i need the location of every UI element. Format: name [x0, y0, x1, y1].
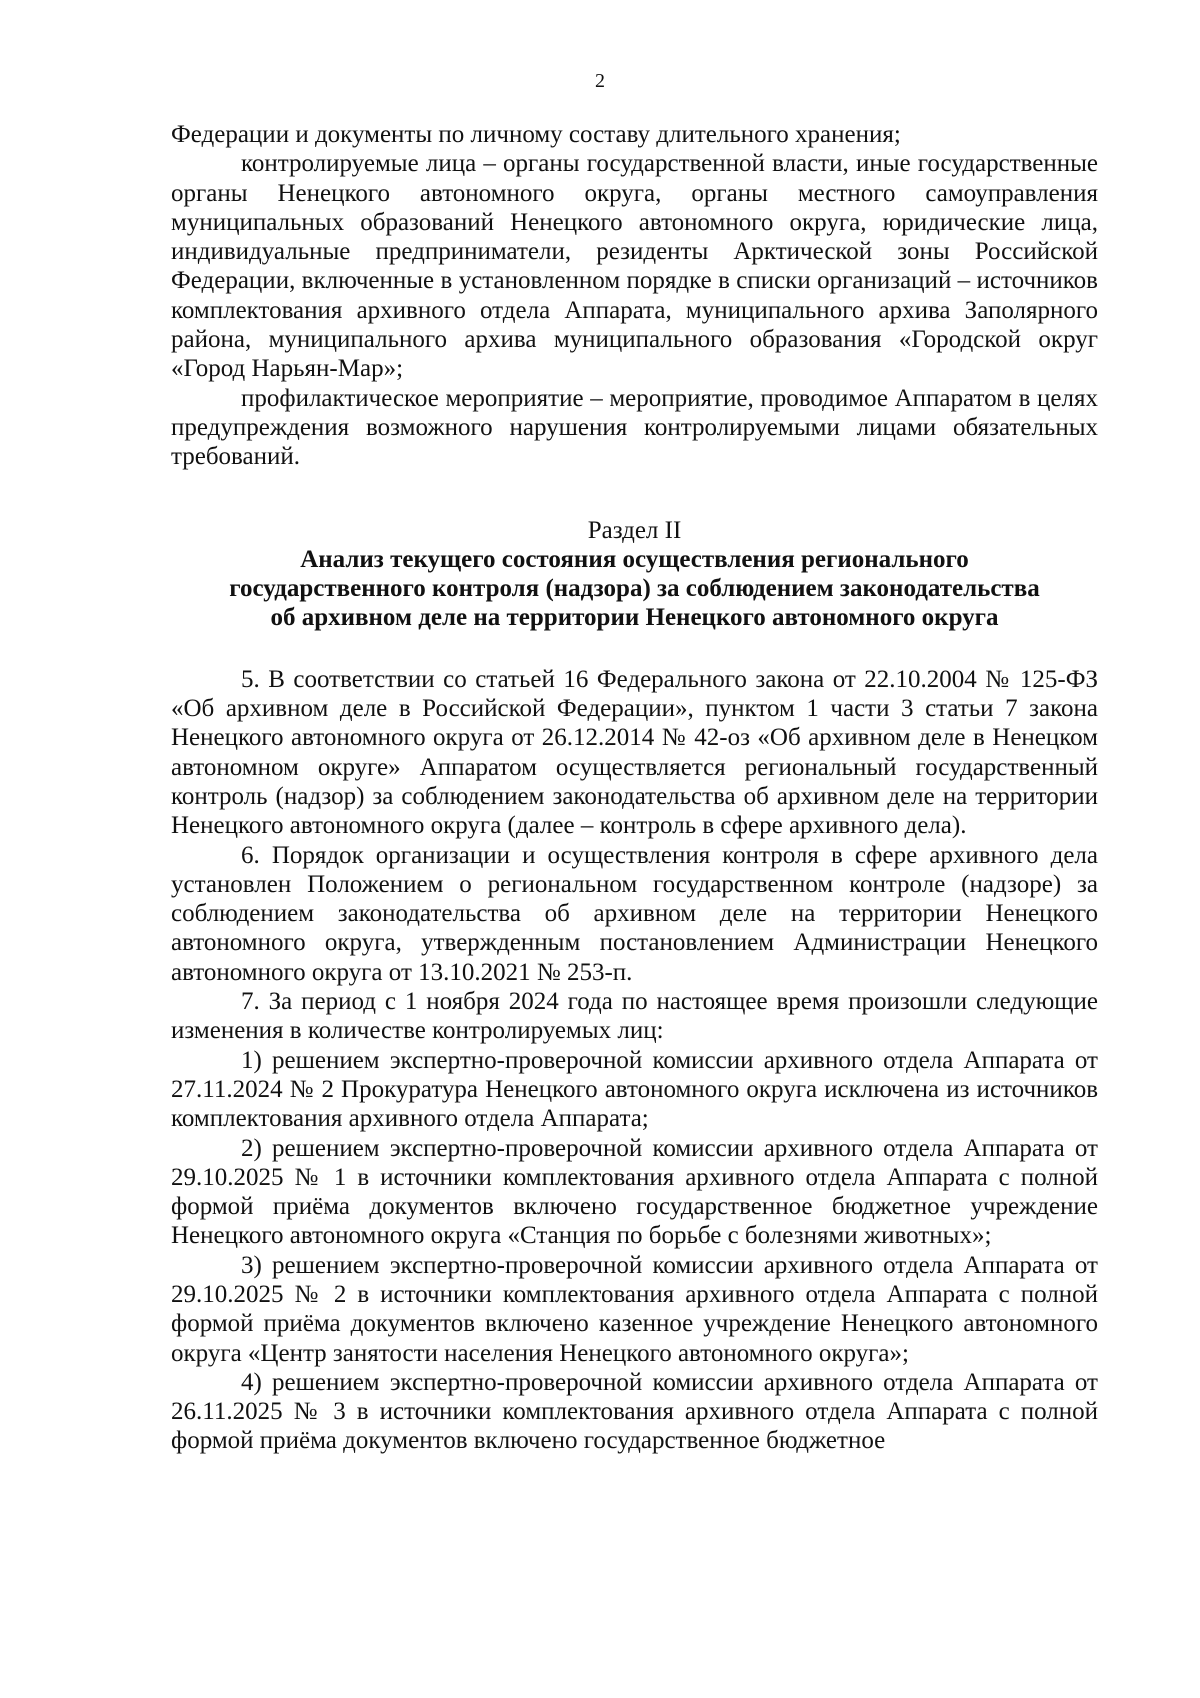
paragraph-5: 5. В соответствии со статьей 16 Федерального закона от 22.10.2004 № 125-ФЗ «Об архивном деле в Российской Федерации», пунктом 1 части 3 статьи 7 закона Ненецкого автономного округа от 26.12.2014 № 42-оз «Об архивном деле в Ненецком автономном округе» Аппаратом осуществляется региональный государственный контроль (надзор) за соблюдением законодательства об архивном деле на территории Ненецкого автономного округа (далее – контроль в сфере архивного дела).	[171, 665, 1098, 840]
paragraph-7-item-2: 2) решением экспертно-проверочной комиссии архивного отдела Аппарата от 29.10.2025 № 1 в источники комплектования архивного отдела Аппарата с полной формой приёма документов включено государственное бюджетное учреждение Ненецкого автономного округа «Станция по борьбе с болезнями животных»;	[171, 1134, 1098, 1250]
paragraph-7-item-3: 3) решением экспертно-проверочной комиссии архивного отдела Аппарата от 29.10.2025 № 2 в источники комплектования архивного отдела Аппарата с полной формой приёма документов включено казенное учреждение Ненецкого автономного округа «Центр занятости населения Ненецкого автономного округа»;	[171, 1251, 1098, 1367]
section-title-line-3: об архивном деле на территории Ненецкого автономного округа	[270, 604, 999, 632]
section-title-line-2: государственного контроля (надзора) за соблюдением законодательства	[229, 575, 1040, 603]
definition-preventive-measure: профилактическое мероприятие – мероприятие, проводимое Аппаратом в целях предупреждения возможного нарушения контролируемыми лицами обязательных требований.	[171, 384, 1098, 471]
section-title-line-1: Анализ текущего состояния осуществления регионального	[300, 545, 969, 573]
paragraph-6: 6. Порядок организации и осуществления контроля в сфере архивного дела установлен Положением о региональном государственном контроле (надзоре) за соблюдением законодательства об архивном деле на территории Ненецкого автономного округа, утвержденным постановлением Администрации Ненецкого автономного округа от 13.10.2021 № 253-п.	[171, 841, 1098, 986]
document-body	[171, 120, 1098, 1456]
paragraph-7-item-4: 4) решением экспертно-проверочной комиссии архивного отдела Аппарата от 26.11.2025 № 3 в источники комплектования архивного отдела Аппарата с полной формой приёма документов включено государственное бюджетное	[171, 1368, 1098, 1455]
page-number: 2	[595, 70, 605, 92]
definition-controlled-persons: контролируемые лица – органы государственной власти, иные государственные органы Ненецкого автономного округа, органы местного самоуправления муниципальных образований Ненецкого автономного округа, юридические лица, индивидуальные предприниматели, резиденты Арктической зоны Российской Федерации, включенные в установленном порядке в списки организаций – источников комплектования архивного отдела Аппарата, муниципального архива Заполярного района, муниципального архива муниципального образования «Городской округ «Город Нарьян-Мар»;	[171, 150, 1098, 383]
paragraph-7: 7. За период с 1 ноября 2024 года по настоящее время произошли следующие изменения в количестве контролируемых лиц:	[171, 988, 1098, 1045]
section-label: Раздел II	[587, 516, 682, 544]
definition-continuation: Федерации и документы по личному составу длительного хранения;	[171, 121, 901, 148]
section-heading	[171, 516, 1098, 633]
paragraph-7-item-1: 1) решением экспертно-проверочной комиссии архивного отдела Аппарата от 27.11.2024 № 2 Прокуратура Ненецкого автономного округа исключена из источников комплектования архивного отдела Аппарата;	[171, 1046, 1098, 1133]
